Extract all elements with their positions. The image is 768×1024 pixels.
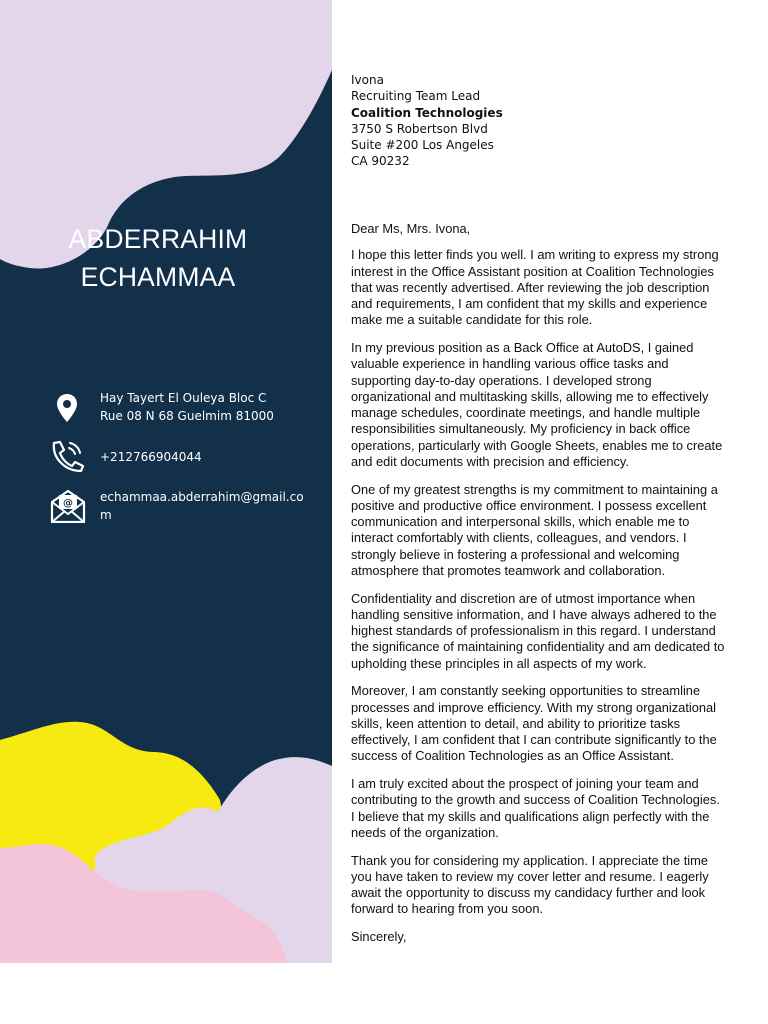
applicant-first-name: ABDERRAHIM	[68, 224, 248, 254]
applicant-last-name: ECHAMMAA	[80, 262, 236, 292]
location-pin-icon	[55, 393, 79, 423]
address-line-1: Hay Tayert El Ouleya Bloc C	[100, 391, 267, 405]
paragraph-excitement: I am truly excited about the prospect of joining your team and contributing to the growth and success of Coalition Technologies. I believe that my skills and qualifications align perfectly with the needs of the organization.	[351, 776, 720, 840]
recipient-company: Coalition Technologies	[351, 105, 503, 120]
sidebar-background	[0, 0, 332, 963]
address-line-2: Rue 08 N 68 Guelmim 81000	[100, 409, 274, 423]
recipient-suite: Suite #200 Los Angeles	[351, 138, 494, 153]
recipient-title: Recruiting Team Lead	[351, 89, 481, 104]
recipient-state-zip: CA 90232	[351, 154, 410, 169]
paragraph-strengths: One of my greatest strengths is my commitment to maintaining a positive and productive office environment. I possess excellent communication and interpersonal skills, which enable me to interact comfortably with clients, colleagues, and vendors. I strongly believe in fostering a professional and welcoming atmosphere that promotes teamwork and collaboration.	[351, 481, 718, 578]
svg-text:@: @	[63, 498, 73, 509]
phone-number: +212766904044	[100, 450, 202, 464]
envelope-icon	[50, 487, 86, 523]
paragraph-experience: In my previous position as a Back Office at AutoDS, I gained valuable experience in handling various office tasks and supporting day-to-day operations. I developed strong organizational and multitasking skills, allowing me to effectively manage schedules, coordinate meetings, and handle multiple responsibilities simultaneously. My proficiency in back office operations, particularly with Google Sheets, enables me to create and edit documents with precision and efficiency.	[351, 340, 723, 469]
paragraph-efficiency: Moreover, I am constantly seeking opportunities to streamline processes and improve efficiency. With my strong organizational skills, keen attention to detail, and ability to prioritize tasks effectively, I am confident that I can contribute significantly to the success of Coalition Technologies as an Office Assistant.	[351, 683, 717, 764]
letter-body	[351, 221, 726, 957]
recipient-block	[351, 72, 503, 170]
paragraph-intro: I hope this letter finds you well. I am writing to express my strong interest in the Office Assistant position at Coalition Technologies that was recently advertised. After reviewing the job description and requirements, I am confident that my skills and experience make me a suitable candidate for this role.	[351, 247, 719, 328]
salutation: Dear Ms, Mrs. Ivona,	[351, 221, 471, 236]
phone-icon	[49, 440, 85, 472]
email-line-1: echammaa.abderrahim@gmail.co	[100, 490, 304, 504]
paragraph-confidentiality: Confidentiality and discretion are of utmost importance when handling sensitive information, and I have always adhered to the highest standards of professionalism in this regard. I understand the significance of maintaining confidentiality and am dedicated to upholding these principles in all aspects of my work.	[351, 590, 725, 671]
email-line-2: m	[100, 508, 112, 522]
paragraph-thanks: Thank you for considering my application. I appreciate the time you have taken to review my cover letter and resume. I eagerly await the opportunity to discuss my candidacy further and look forward to hearing from you soon.	[351, 852, 709, 917]
recipient-name: Ivona	[351, 73, 384, 87]
recipient-street: 3750 S Robertson Blvd	[351, 121, 488, 136]
address	[100, 389, 274, 425]
email[interactable]	[100, 488, 304, 524]
sidebar	[0, 0, 332, 963]
applicant-name	[24, 220, 292, 296]
closing: Sincerely,	[351, 929, 407, 944]
